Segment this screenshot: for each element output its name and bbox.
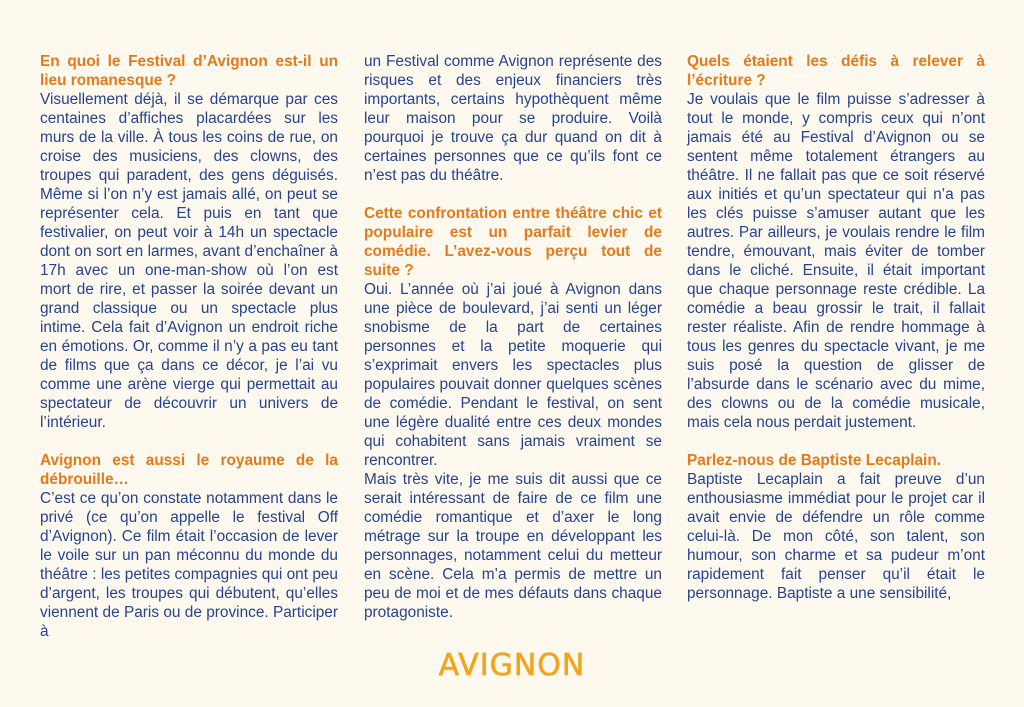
text-column-3	[687, 52, 985, 603]
avignon-logo: AVIGNON	[438, 648, 586, 683]
answer-paragraph: Mais très vite, je me suis dit aussi que ce serait intéressant de faire de ce film une comédie romantique et d’axer le long métrage sur la troupe en développant les personnages, notamment celui du metteur en scène. Cela m’a permis de mettre un peu de moi et de mes défauts dans chaque protagoniste.	[364, 471, 662, 621]
question-heading: Quels étaient les défis à relever à l’écriture ?	[687, 53, 985, 89]
answer-paragraph: Visuellement déjà, il se démarque par ces centaines d’affiches placardées sur les murs de la ville. À tous les coins de rue, on croise des musiciens, des clowns, des troupes qui paradent, des gens déguisés. Même si l’on n’y est jamais allé, on peut se représenter cela. Et puis en tant que festivalier, on peut voir à 14h un spectacle dont on sort en larmes, avant d’enchaîner à 17h avec un one-man-show où l’on est mort de rire, et passer la soirée devant un grand classique ou un spectacle plus intime. Cela fait d’Avignon un endroit riche en émotions. Or, comme il n’y a pas eu tant de films que ça dans ce décor, je l’ai vu comme une arène vierge qui permettait au spectateur de découvrir un univers de l’intérieur.	[40, 91, 338, 431]
text-column-2	[364, 52, 662, 622]
answer-paragraph: C’est ce qu’on constate notamment dans le privé (ce qu’on appelle le festival Off d’Avignon). Ce film était l’occasion de lever le voile sur un pan méconnu du monde du théâtre : les petites compagnies qui ont peu d’argent, les troupes qui débutent, qu’elles viennent de Paris ou de province. Participer à	[40, 490, 338, 640]
answer-paragraph: Oui. L’année où j’ai joué à Avignon dans une pièce de boulevard, j’ai senti un léger snobisme de la part de certaines personnes et la petite moquerie qui s’exprimait envers les spectacles plus populaires pouvait donner quelques scènes de comédie. Pendant le festival, on sent une légère dualité entre ces deux mondes qui cohabitent sans jamais vraiment se rencontrer.	[364, 281, 662, 469]
answer-paragraph: Baptiste Lecaplain a fait preuve d’un enthousiasme immédiat pour le projet car il avait envie de défendre un rôle comme celui-là. De mon côté, son talent, son humour, son charme et sa pudeur m’ont rapidement fait penser qu’il était le personnage. Baptiste a une sensibilité,	[687, 471, 985, 602]
question-heading: Parlez-nous de Baptiste Lecaplain.	[687, 452, 942, 469]
question-block	[687, 52, 985, 432]
answer-paragraph: Je voulais que le film puisse s’adresser à tout le monde, y compris ceux qui n’ont jamais été au Festival d’Avignon ou se sentent même totalement étrangers au théâtre. Il ne fallait pas que ce soit réservé aux initiés et qu’un spectateur qui n’a pas les clés puisse s’amuser autant que les autres. Par ailleurs, je voulais rendre le film tendre, émouvant, mais éviter de tomber dans le cliché. Ensuite, il était important que chaque personnage reste crédible. La comédie a beau grossir le trait, il fallait rester réaliste. Afin de rendre hommage à tous les genres du spectacle vivant, je me suis posé la question de glisser de l’absurde dans le scénario avec du mime, des clowns ou de la comédie musicale, mais cela nous perdait justement.	[687, 91, 985, 431]
question-heading: En quoi le Festival d’Avignon est-il un lieu romanesque ?	[40, 53, 338, 89]
question-heading: Cette confrontation entre théâtre chic et populaire est un parfait levier de comédie. L’avez-vous perçu tout de suite ?	[364, 205, 662, 279]
continued-block	[364, 52, 662, 185]
question-heading: Avignon est aussi le royaume de la débrouille…	[40, 452, 338, 488]
question-block	[40, 451, 338, 641]
question-block	[40, 52, 338, 432]
text-column-1	[40, 52, 338, 641]
question-block	[364, 204, 662, 622]
answer-paragraph: un Festival comme Avignon représente des risques et des enjeux financiers très importants, certains hypothèquent même leur maison pour se produire. Voilà pourquoi je trouve ça dur quand on dit à certaines personnes que ce qu’ils font ce n’est pas du théâtre.	[364, 53, 662, 184]
question-block	[687, 451, 985, 603]
